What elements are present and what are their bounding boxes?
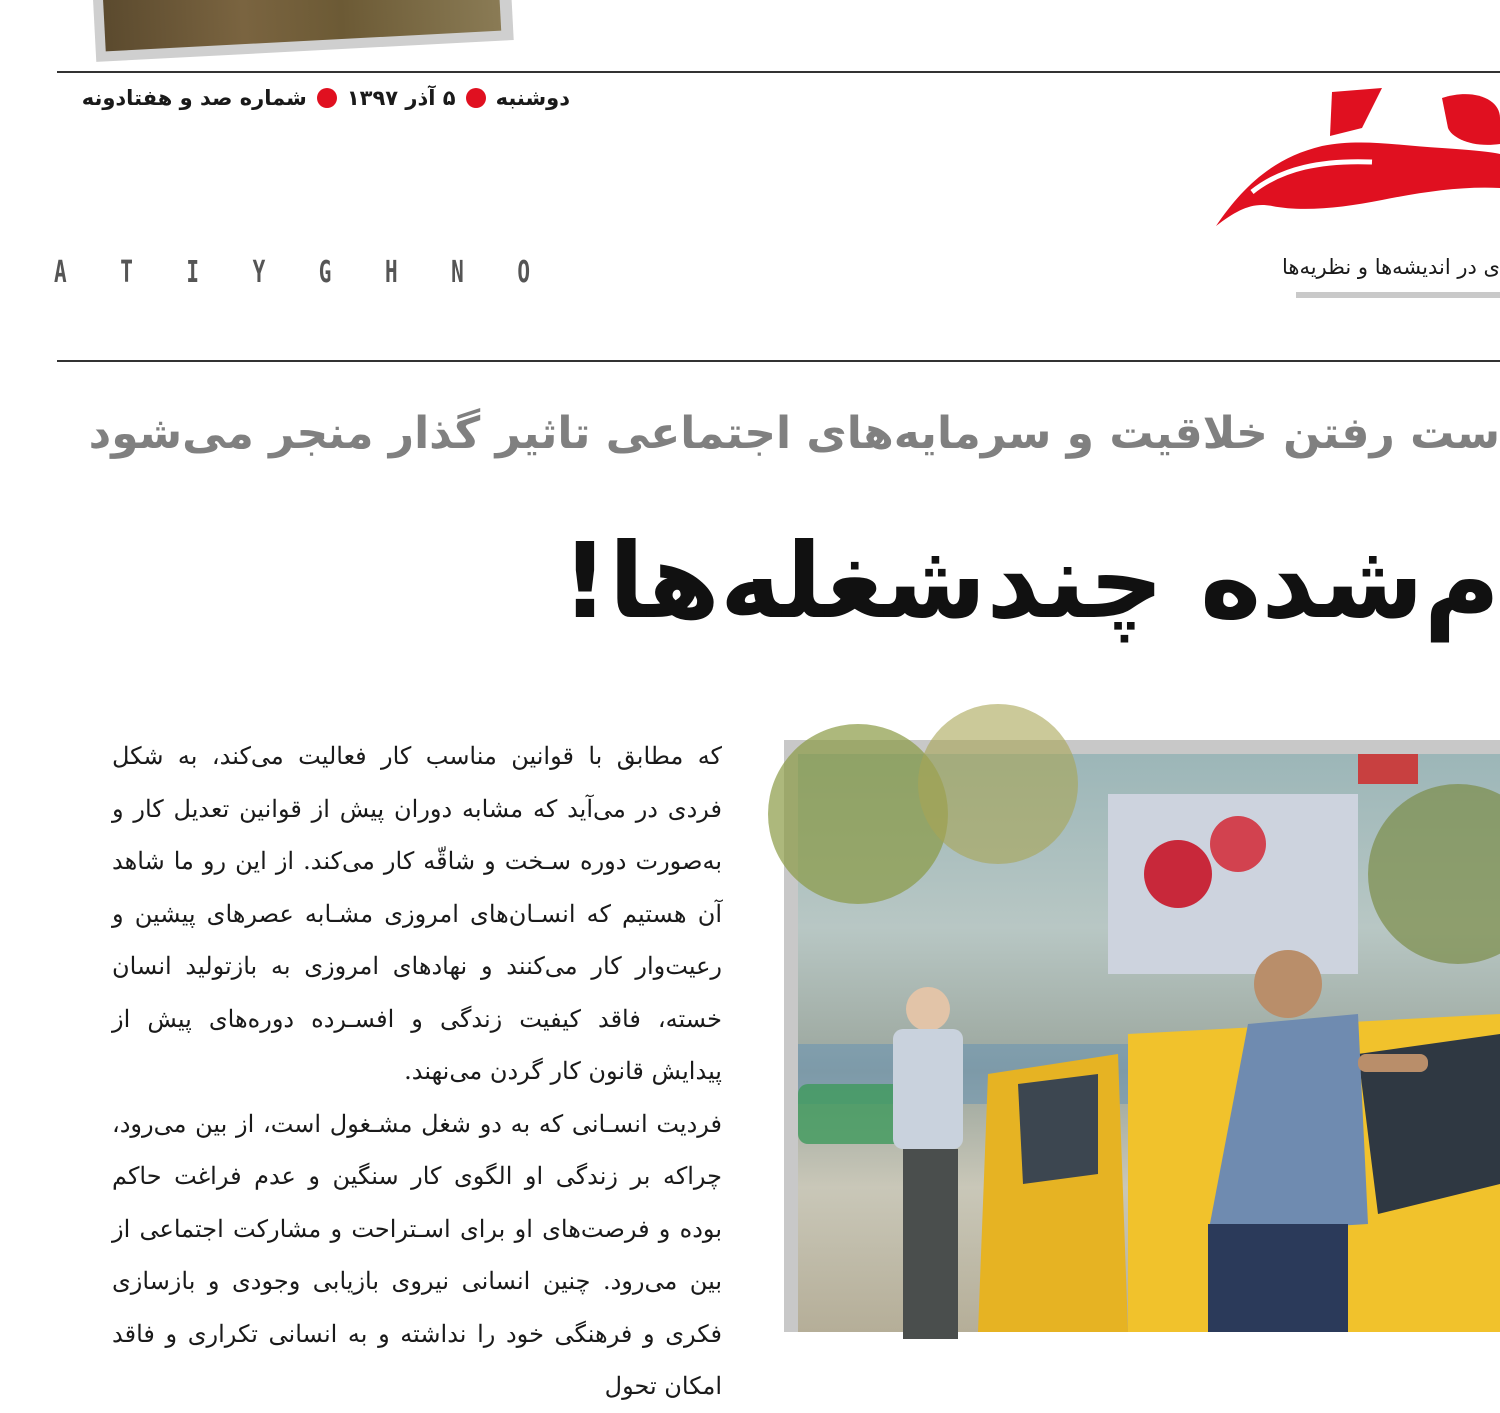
top-photo-frame (92, 0, 514, 62)
tagline: ی در اندیشه‌ها و نظریه‌ها (1281, 255, 1500, 279)
article-photo (798, 754, 1500, 1332)
taxi-scene-illustration (798, 754, 1500, 1332)
spaced-letters (54, 255, 530, 295)
spaced-letter: O (517, 255, 530, 290)
section-divider (57, 360, 1500, 362)
spaced-letter: G (318, 255, 332, 290)
top-photo (102, 0, 501, 51)
spaced-letter: N (451, 255, 464, 290)
spaced-letter: T (120, 255, 133, 290)
issue-date: ۵ آذر ۱۳۹۷ (346, 86, 456, 110)
issue-day: دوشنبه (495, 86, 570, 110)
spaced-letter: A (54, 255, 67, 290)
issue-info-line (58, 80, 570, 116)
spaced-letter: I (186, 255, 200, 290)
spaced-letter: Y (252, 255, 266, 290)
body-paragraph: که مطابق با قوانین مناسب کار فعالیت می‌کند، به شکل فردی در می‌آید که مشابه دوران پیش از قوانین تعدیل کار و به‌صورت دوره سـخت و شاقّه کار می‌کند. از این رو ما شاهد آن هستیم که انسـان‌های امروزی مشـابه عصرهای پیشین و رعیت‌وار کار می‌کنند و نهادهای امروزی به بازتولید انسان خسته، فاقد کیفیت زندگی و افسـرده دوره‌های پیش از پیدایش قانون کار گردن می‌نهند. (112, 742, 722, 1085)
tagline-underline (1296, 292, 1500, 298)
issue-number: شماره صد و هفتادونه (81, 86, 307, 110)
article-photo-frame (784, 740, 1500, 1332)
red-dot-icon (466, 88, 486, 108)
top-divider (57, 71, 1500, 73)
article-subheadline: ست رفتن خلاقیت و سرمایه‌های اجتماعی تاثیر گذار منجر می‌شود (88, 408, 1500, 459)
newspaper-logo-icon (1212, 88, 1500, 230)
article-headline: م‌شده چندشغله‌ها! (561, 520, 1500, 642)
article-body (112, 730, 722, 1400)
body-paragraph: فردیت انسـانی که به دو شغل مشـغول است، از بین می‌رود، چراکه بر زندگی او الگوی کار سنگین و عدم فراغت حاکم بوده و فرصت‌های او برای اسـتراحت و مشارکت اجتماعی از بین می‌رود. چنین انسانی نیروی بازیابی وجودی و بازسازی فکری و فرهنگی خود را نداشته و به انسانی تکراری و فاقد امکان تحول (112, 1109, 722, 1400)
red-dot-icon (317, 88, 337, 108)
spaced-letter: H (384, 255, 398, 290)
